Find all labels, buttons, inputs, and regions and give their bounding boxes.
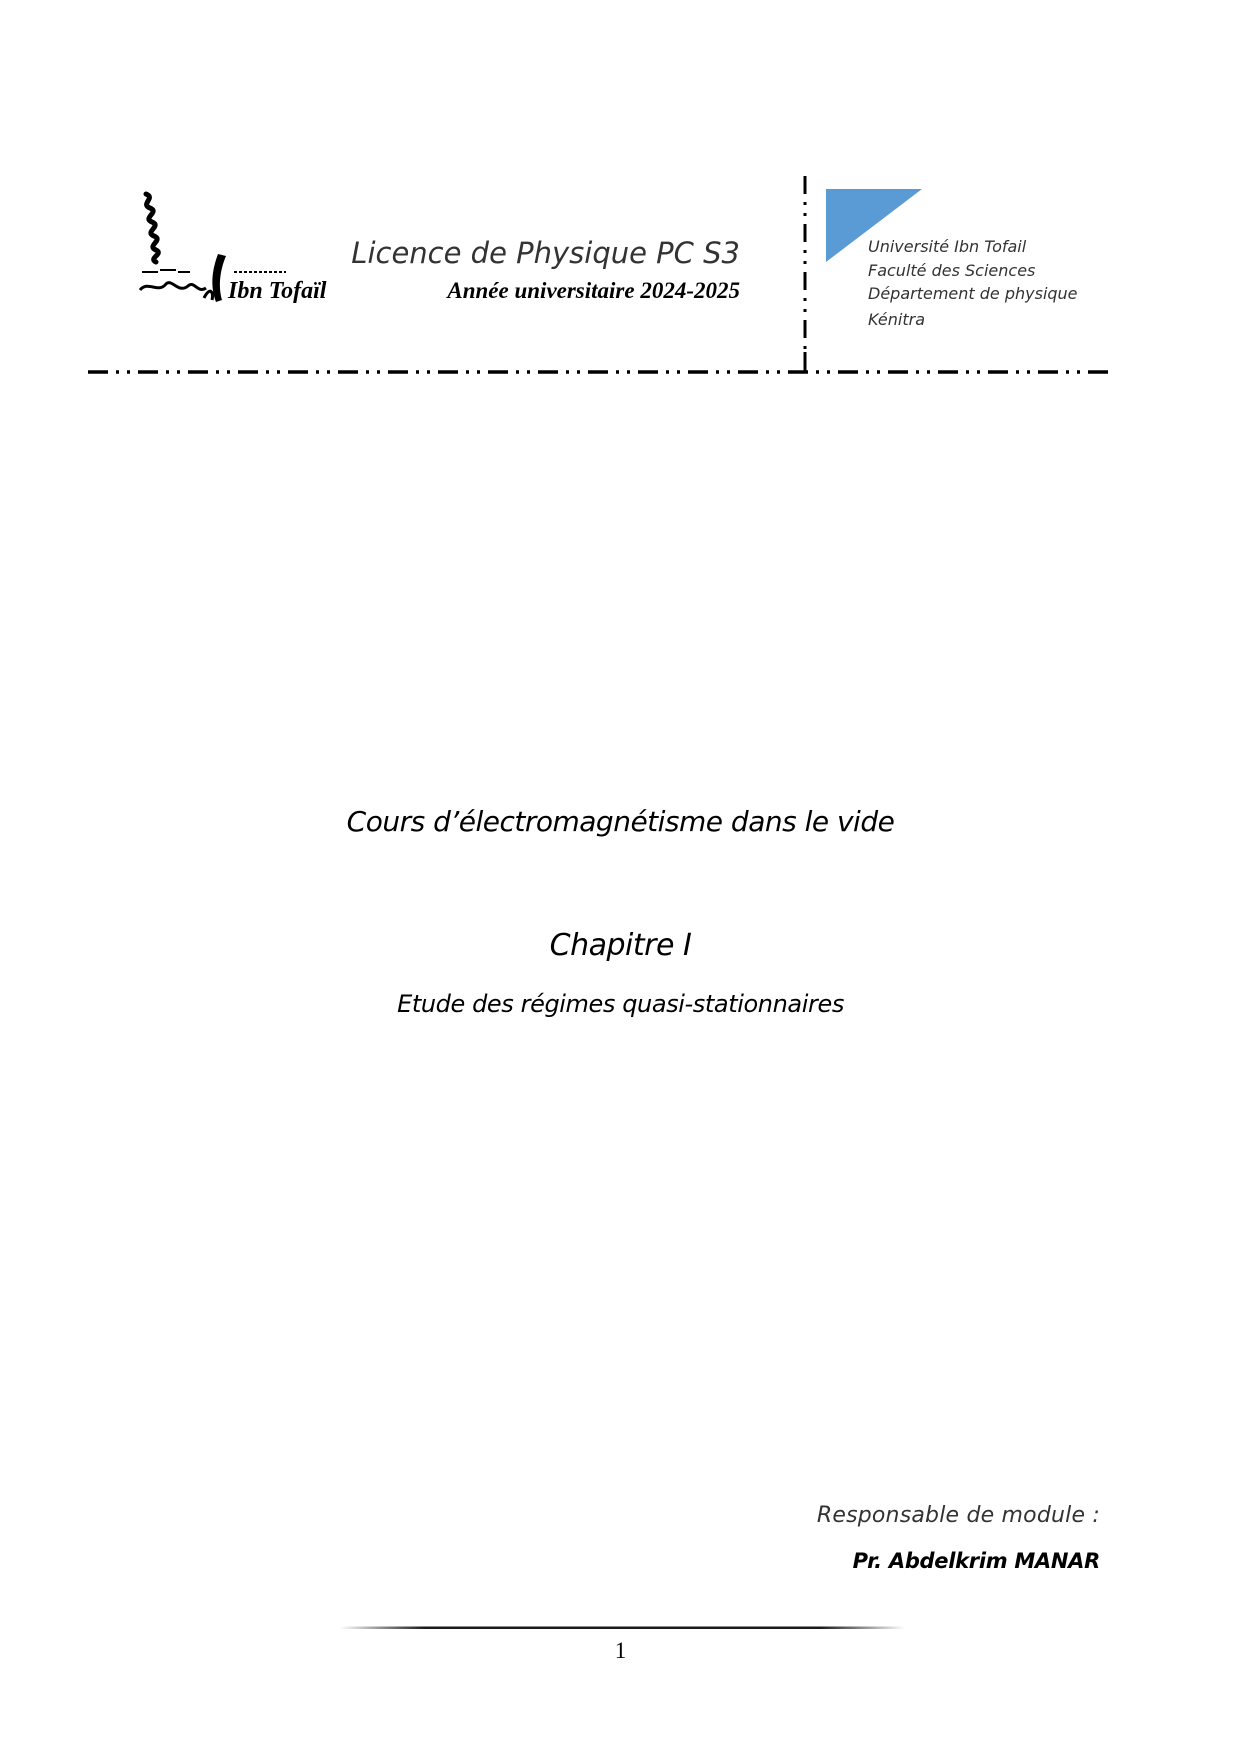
responsible-label: Responsable de module : xyxy=(816,1503,1100,1528)
institution-department: Département de physique xyxy=(868,284,1078,303)
academic-year: Année universitaire 2024-2025 xyxy=(447,278,740,303)
page-number: 1 xyxy=(614,1638,627,1663)
chapter-subtitle: Etude des régimes quasi-stationnaires xyxy=(397,990,844,1018)
responsible-name: Pr. Abdelkrim MANAR xyxy=(852,1549,1100,1573)
institution-faculty: Faculté des Sciences xyxy=(868,261,1036,280)
program-title: Licence de Physique PC S3 xyxy=(351,236,740,270)
header-divider-lines xyxy=(0,0,1241,400)
course-title: Cours d’électromagnétisme dans le vide xyxy=(346,805,895,838)
footer-rule xyxy=(340,1625,905,1631)
institution-city: Kénitra xyxy=(868,310,926,329)
chapter-title: Chapitre I xyxy=(549,928,692,963)
institution-university: Université Ibn Tofail xyxy=(868,237,1027,256)
svg-text:Ibn Tofaïl: Ibn Tofaïl xyxy=(228,278,327,304)
